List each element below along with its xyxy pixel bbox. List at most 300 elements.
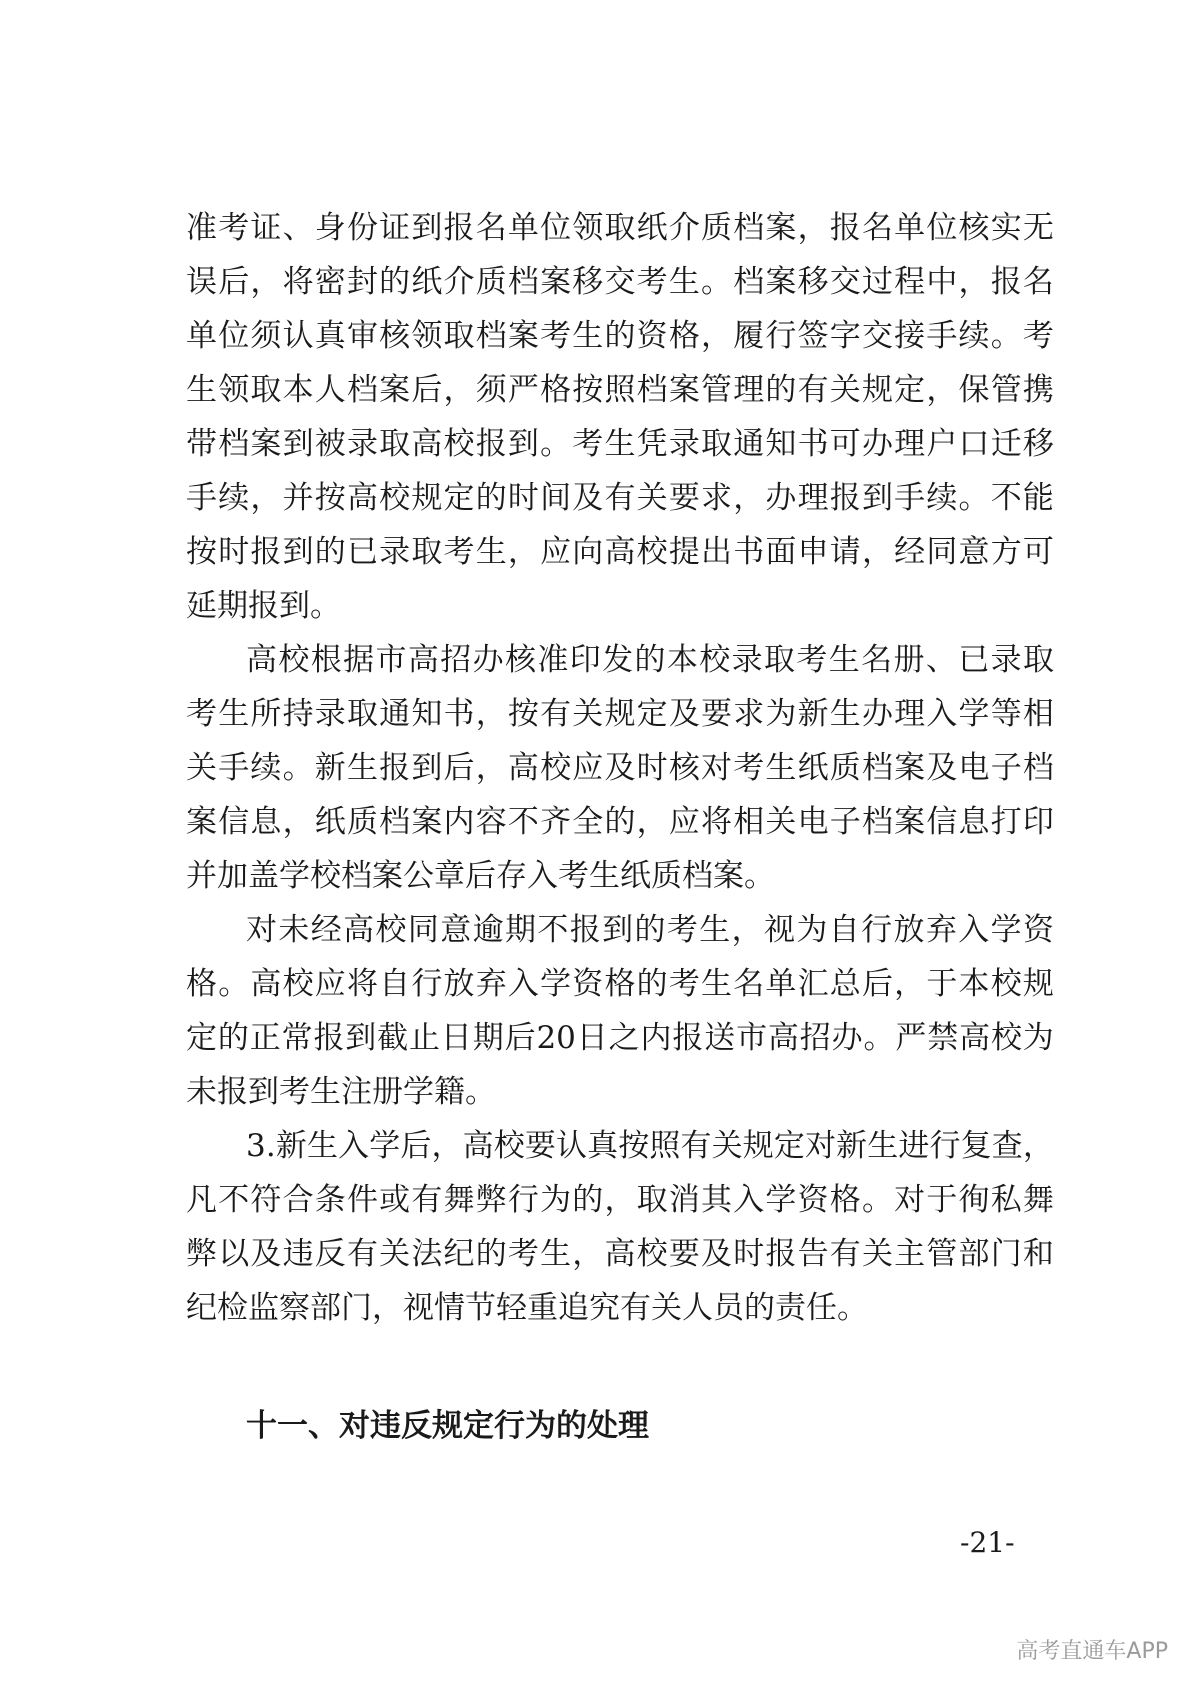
text-glyph: 高 — [604, 534, 636, 570]
text-glyph: 为 — [1022, 1020, 1054, 1056]
text-glyph: 高 — [767, 1020, 799, 1056]
text-glyph: 资 — [1023, 912, 1054, 948]
text-glyph: 取 — [443, 318, 475, 354]
text-glyph: 的 — [379, 264, 411, 300]
text-glyph: 取 — [346, 696, 378, 732]
text-glyph: 校 — [990, 1020, 1022, 1056]
text-glyph: 生 — [699, 912, 731, 948]
text-glyph: 电 — [797, 804, 829, 840]
text-glyph: 人 — [314, 372, 346, 408]
text-glyph: 单 — [186, 318, 217, 354]
text-glyph: 自 — [828, 912, 860, 948]
text-glyph: 校 — [443, 426, 475, 462]
text-glyph: 及 — [604, 750, 636, 786]
text-glyph: 。 — [990, 318, 1022, 354]
text-glyph: 视 — [764, 912, 795, 948]
text-glyph: 有 — [680, 1128, 712, 1164]
body-line — [186, 478, 1054, 518]
text-glyph: 考 — [572, 426, 604, 462]
text-glyph: ， — [475, 696, 507, 732]
text-glyph: 取 — [379, 426, 411, 462]
text-glyph: 规 — [411, 480, 443, 516]
text-glyph: ， — [250, 264, 282, 300]
text-glyph: 可 — [829, 426, 861, 462]
text-glyph: 门 — [990, 1236, 1022, 1272]
text-glyph: 考 — [1022, 318, 1054, 354]
text-glyph: 移 — [572, 264, 604, 300]
text-glyph: 履 — [733, 318, 765, 354]
text-glyph: 单 — [507, 210, 539, 246]
text-glyph: 档 — [346, 372, 378, 408]
text-glyph: 考 — [636, 264, 668, 300]
text-glyph: 要 — [701, 696, 732, 732]
text-glyph: ， — [894, 966, 926, 1002]
text-glyph: 单 — [894, 210, 926, 246]
text-glyph: 信 — [218, 804, 250, 840]
text-glyph: 复 — [960, 1128, 992, 1164]
text-glyph: 领 — [218, 372, 250, 408]
text-glyph: 私 — [990, 1182, 1022, 1218]
text-glyph: 行 — [765, 318, 797, 354]
text-glyph: ， — [733, 480, 765, 516]
text-glyph: 等 — [990, 696, 1022, 732]
text-glyph: 须 — [475, 372, 507, 408]
body-line — [186, 1180, 1054, 1220]
text-glyph: 入 — [958, 912, 990, 948]
text-glyph: 的 — [636, 966, 668, 1002]
text-glyph: 高 — [246, 642, 277, 678]
text-glyph: 规 — [861, 372, 893, 408]
text-glyph: 质 — [701, 210, 732, 246]
text-glyph: ， — [282, 804, 314, 840]
text-glyph: 到 — [345, 1020, 377, 1056]
text-glyph: 对 — [804, 1128, 836, 1164]
text-glyph: 招 — [799, 1020, 831, 1056]
text-glyph: 案 — [540, 264, 572, 300]
text-glyph: 生 — [218, 696, 250, 732]
text-glyph: 档 — [475, 318, 507, 354]
text-glyph: 误 — [186, 264, 217, 300]
text-glyph: 定 — [773, 1128, 805, 1164]
text-glyph: 意 — [958, 534, 990, 570]
text-glyph: 市 — [375, 642, 407, 678]
text-glyph: 及 — [926, 750, 958, 786]
text-glyph: 报 — [313, 1020, 345, 1056]
text-glyph: 领 — [572, 210, 604, 246]
text-glyph: 请 — [829, 534, 861, 570]
text-glyph: 送 — [704, 1020, 736, 1056]
text-glyph: 未 — [278, 912, 310, 948]
text-glyph: 入 — [926, 696, 958, 732]
text-glyph: 根 — [310, 642, 342, 678]
text-glyph: 名 — [861, 642, 893, 678]
text-glyph: 应 — [668, 804, 700, 840]
text-glyph: 时 — [507, 480, 539, 516]
body-line — [186, 532, 1054, 572]
text-glyph: 子 — [990, 750, 1022, 786]
text-glyph: 高 — [604, 1236, 636, 1272]
text-glyph: 严 — [895, 1020, 927, 1056]
text-glyph: 校 — [699, 642, 731, 678]
text-glyph: 的 — [634, 642, 666, 678]
text-glyph: 的 — [765, 372, 797, 408]
text-glyph: 自 — [379, 966, 411, 1002]
text-glyph: 高 — [407, 642, 439, 678]
text-glyph: 照 — [649, 1128, 681, 1164]
text-glyph: ， — [475, 750, 507, 786]
text-glyph: 应 — [540, 534, 572, 570]
text-glyph: 违 — [282, 1236, 314, 1272]
text-glyph: 办 — [472, 642, 504, 678]
text-glyph: 后 — [400, 1128, 432, 1164]
text-glyph: 取 — [411, 534, 443, 570]
text-glyph: 入 — [507, 966, 539, 1002]
text-glyph: 的 — [634, 912, 666, 948]
text-glyph: 生 — [475, 534, 507, 570]
text-glyph: 报 — [250, 534, 282, 570]
text-glyph: 移 — [1022, 426, 1054, 462]
text-glyph: 中 — [926, 264, 958, 300]
text-glyph: 档 — [733, 264, 765, 300]
text-glyph: 管 — [990, 372, 1022, 408]
text-glyph: 及 — [701, 1236, 732, 1272]
text-glyph: 格 — [829, 1182, 861, 1218]
text-glyph: 介 — [443, 264, 475, 300]
text-glyph: 后 — [861, 966, 893, 1002]
text-glyph: 不 — [218, 1182, 250, 1218]
text-glyph: 档 — [636, 372, 668, 408]
text-glyph: 已 — [346, 534, 378, 570]
text-glyph: 新 — [314, 750, 346, 786]
text-glyph: 截 — [377, 1020, 409, 1056]
text-glyph: 报 — [672, 1020, 704, 1056]
paragraph-first-line — [246, 640, 1054, 680]
text-glyph: 。 — [540, 426, 572, 462]
text-glyph: 知 — [765, 426, 797, 462]
text-glyph: 生 — [867, 1128, 899, 1164]
body-line — [186, 802, 1054, 842]
text-glyph: 档 — [379, 804, 411, 840]
text-glyph: 到 — [507, 426, 539, 462]
text-glyph: 关 — [711, 1128, 743, 1164]
text-glyph: 办 — [861, 426, 893, 462]
text-glyph: 为 — [540, 1182, 572, 1218]
text-glyph: 同 — [926, 534, 958, 570]
paragraph-first-line — [246, 1126, 1054, 1166]
text-glyph: ， — [431, 1128, 463, 1164]
text-glyph: 校 — [375, 912, 407, 948]
text-glyph: 定 — [894, 372, 926, 408]
text-glyph: 报 — [829, 480, 861, 516]
text-glyph: 位 — [540, 210, 572, 246]
text-glyph: 学 — [958, 696, 990, 732]
text-glyph: 手 — [926, 318, 958, 354]
text-glyph: 齐 — [540, 804, 572, 840]
text-glyph: 息 — [958, 804, 990, 840]
text-glyph: 移 — [797, 264, 829, 300]
text-glyph: 出 — [701, 534, 732, 570]
text-glyph: 迁 — [990, 426, 1022, 462]
text-glyph: 高 — [343, 912, 375, 948]
text-glyph: 规 — [1022, 966, 1054, 1002]
text-glyph: 求 — [733, 696, 765, 732]
text-glyph: 求 — [701, 480, 732, 516]
text-glyph: 对 — [894, 1182, 926, 1218]
text-glyph: ， — [861, 534, 893, 570]
text-glyph: 时 — [733, 1236, 765, 1272]
text-glyph: 和 — [1022, 1236, 1054, 1272]
text-glyph: 书 — [797, 426, 829, 462]
text-glyph: 密 — [314, 264, 346, 300]
text-glyph: 凭 — [636, 426, 668, 462]
body-line — [186, 208, 1054, 248]
text-glyph: 通 — [733, 426, 765, 462]
text-glyph: 对 — [701, 750, 732, 786]
text-glyph: 到 — [282, 426, 314, 462]
text-glyph: 据 — [343, 642, 375, 678]
text-glyph: 录 — [668, 426, 700, 462]
text-glyph: 报 — [990, 264, 1022, 300]
body-line — [186, 694, 1054, 734]
text-glyph: 的 — [475, 480, 507, 516]
text-glyph: 到 — [602, 912, 634, 948]
text-glyph: 日 — [576, 1020, 608, 1056]
text-glyph: 过 — [861, 264, 893, 300]
text-glyph: 止 — [409, 1020, 441, 1056]
text-glyph: 格 — [186, 966, 217, 1002]
text-glyph: 录 — [314, 696, 346, 732]
text-glyph: 取 — [764, 642, 795, 678]
text-glyph: 件 — [346, 1182, 378, 1218]
text-glyph: 位 — [926, 210, 958, 246]
text-glyph: 生 — [186, 372, 217, 408]
text-glyph: 校 — [379, 480, 411, 516]
text-glyph: 续 — [250, 750, 282, 786]
text-glyph: 正 — [249, 1020, 281, 1056]
app-watermark: 高考直通车APP — [1016, 1639, 1168, 1664]
body-line: 纪检监察部门，视情节轻重追究有关人员的责任。 — [186, 1290, 868, 1326]
text-glyph: 考 — [540, 318, 572, 354]
text-glyph: 时 — [636, 750, 668, 786]
text-glyph: 案 — [507, 318, 539, 354]
text-glyph: 、 — [282, 210, 314, 246]
text-glyph: 质 — [346, 804, 378, 840]
text-glyph: 并 — [282, 480, 314, 516]
text-glyph: ， — [701, 318, 732, 354]
text-glyph: 内 — [443, 804, 475, 840]
text-glyph: 面 — [765, 534, 797, 570]
text-glyph: 查 — [991, 1128, 1023, 1164]
text-glyph: 提 — [668, 534, 700, 570]
text-glyph: 准 — [186, 210, 217, 246]
text-glyph: 无 — [1022, 210, 1054, 246]
text-glyph: 部 — [958, 1236, 990, 1272]
text-glyph: 按 — [186, 534, 217, 570]
text-glyph: 考 — [443, 534, 475, 570]
text-glyph: 保 — [958, 372, 990, 408]
text-glyph: 其 — [701, 1182, 732, 1218]
text-glyph: 取 — [701, 426, 732, 462]
text-glyph: 关 — [186, 750, 217, 786]
text-glyph: 取 — [250, 372, 282, 408]
text-glyph: 理 — [733, 372, 765, 408]
text-glyph: 生 — [346, 750, 378, 786]
text-glyph: 或 — [379, 1182, 411, 1218]
body-line — [186, 424, 1054, 464]
text-glyph: 印 — [1022, 804, 1054, 840]
text-glyph: 名 — [475, 210, 507, 246]
text-glyph: 本 — [958, 966, 990, 1002]
text-glyph: 本 — [282, 372, 314, 408]
text-glyph: 舞 — [1022, 1182, 1054, 1218]
text-glyph: 规 — [742, 1128, 774, 1164]
text-glyph: 同 — [407, 912, 439, 948]
text-glyph: 封 — [346, 264, 378, 300]
text-glyph: 认 — [282, 318, 314, 354]
text-glyph: 汇 — [797, 966, 829, 1002]
text-glyph: 告 — [797, 1236, 829, 1272]
text-glyph: 质 — [829, 750, 861, 786]
text-glyph: 。 — [701, 264, 732, 300]
text-glyph: 报 — [443, 210, 475, 246]
text-glyph: 本 — [666, 642, 698, 678]
text-glyph: 弊 — [186, 1236, 217, 1272]
text-glyph: 向 — [572, 534, 604, 570]
text-glyph: 的 — [604, 318, 636, 354]
text-glyph: 报 — [829, 210, 861, 246]
text-glyph: 名 — [1022, 264, 1054, 300]
text-glyph: 交 — [861, 318, 893, 354]
text-glyph: 书 — [443, 696, 475, 732]
text-glyph: 息 — [250, 804, 282, 840]
text-glyph: 生 — [604, 426, 636, 462]
text-glyph: 将 — [346, 966, 378, 1002]
text-glyph: 交 — [829, 264, 861, 300]
text-glyph: 不 — [537, 912, 569, 948]
text-glyph: 生 — [765, 750, 797, 786]
text-glyph: 放 — [893, 912, 925, 948]
text-glyph: 照 — [604, 372, 636, 408]
text-glyph: 办 — [831, 1020, 863, 1056]
text-glyph: 按 — [618, 1128, 650, 1164]
text-glyph: 有 — [604, 480, 636, 516]
text-glyph: 的 — [572, 1182, 604, 1218]
text-glyph: 核 — [379, 318, 411, 354]
text-glyph: 校 — [278, 642, 310, 678]
text-glyph: 单 — [765, 966, 797, 1002]
text-glyph: 新 — [836, 1128, 868, 1164]
text-glyph: 资 — [572, 966, 604, 1002]
text-glyph: 考 — [668, 966, 700, 1002]
text-glyph: 档 — [218, 426, 250, 462]
text-glyph: 要 — [668, 1236, 700, 1272]
text-glyph: 准 — [537, 642, 569, 678]
text-glyph: 管 — [926, 1236, 958, 1272]
text-glyph: 高 — [507, 750, 539, 786]
text-glyph: 格 — [668, 318, 700, 354]
text-glyph: 份 — [346, 210, 378, 246]
text-glyph: 日 — [440, 1020, 472, 1056]
text-glyph: 条 — [314, 1182, 346, 1218]
text-glyph: 经 — [894, 534, 926, 570]
text-glyph: 之 — [608, 1020, 640, 1056]
text-glyph: 期 — [505, 912, 536, 948]
text-glyph: ， — [797, 210, 829, 246]
text-glyph: 领 — [411, 318, 443, 354]
text-glyph: 生 — [668, 264, 700, 300]
text-glyph: 录 — [346, 426, 378, 462]
text-glyph: 到 — [282, 534, 314, 570]
text-glyph: 程 — [894, 264, 926, 300]
text-glyph: 符 — [250, 1182, 282, 1218]
body-line — [186, 1018, 1054, 1058]
text-glyph: 生 — [829, 696, 861, 732]
text-glyph: 应 — [314, 966, 346, 1002]
text-glyph: 接 — [894, 318, 926, 354]
text-glyph: 生 — [828, 642, 860, 678]
text-glyph: 案 — [894, 804, 926, 840]
text-glyph: 招 — [440, 642, 472, 678]
text-glyph: 有 — [346, 1236, 378, 1272]
text-glyph: 考 — [733, 750, 765, 786]
body-line — [186, 262, 1054, 302]
text-glyph: 格 — [540, 372, 572, 408]
text-glyph: 印 — [569, 642, 601, 678]
text-glyph: 资 — [797, 1182, 829, 1218]
text-glyph: 总 — [829, 966, 861, 1002]
text-glyph: ， — [250, 480, 282, 516]
text-glyph: 学 — [540, 966, 572, 1002]
text-glyph: 有 — [411, 1182, 443, 1218]
text-glyph: 对 — [246, 912, 277, 948]
text-glyph: 按 — [314, 480, 346, 516]
text-glyph: 纸 — [797, 750, 829, 786]
text-glyph: ， — [572, 1236, 604, 1272]
text-glyph: 理 — [894, 696, 926, 732]
text-glyph: . — [265, 1128, 276, 1164]
text-glyph: 间 — [540, 480, 572, 516]
text-glyph: 案 — [765, 210, 797, 246]
text-glyph: 理 — [894, 426, 926, 462]
body-line: 未报到考生注册学籍。 — [186, 1074, 496, 1110]
paragraph-first-line — [246, 910, 1054, 950]
text-glyph: 凡 — [186, 1182, 217, 1218]
text-glyph: 主 — [894, 1236, 926, 1272]
text-glyph: ， — [958, 264, 990, 300]
text-glyph: 时 — [218, 534, 250, 570]
text-glyph: 名 — [861, 210, 893, 246]
text-glyph: 案 — [765, 264, 797, 300]
text-glyph: 子 — [829, 804, 861, 840]
text-glyph: 所 — [250, 696, 282, 732]
text-glyph: 定 — [186, 1020, 217, 1056]
text-glyph: 报 — [765, 1236, 797, 1272]
text-glyph: 关 — [829, 372, 861, 408]
text-glyph: 生 — [701, 966, 732, 1002]
text-glyph: 高 — [411, 426, 443, 462]
text-glyph: 规 — [604, 696, 636, 732]
text-glyph: 考 — [666, 912, 698, 948]
text-glyph: 学 — [990, 912, 1022, 948]
text-glyph: 办 — [861, 696, 893, 732]
text-glyph: 于 — [926, 1182, 958, 1218]
text-glyph: 。 — [863, 1020, 895, 1056]
text-glyph: 有 — [540, 696, 572, 732]
text-glyph: 资 — [636, 318, 668, 354]
text-glyph: 及 — [572, 480, 604, 516]
text-glyph: 档 — [861, 750, 893, 786]
text-glyph: 档 — [733, 210, 765, 246]
